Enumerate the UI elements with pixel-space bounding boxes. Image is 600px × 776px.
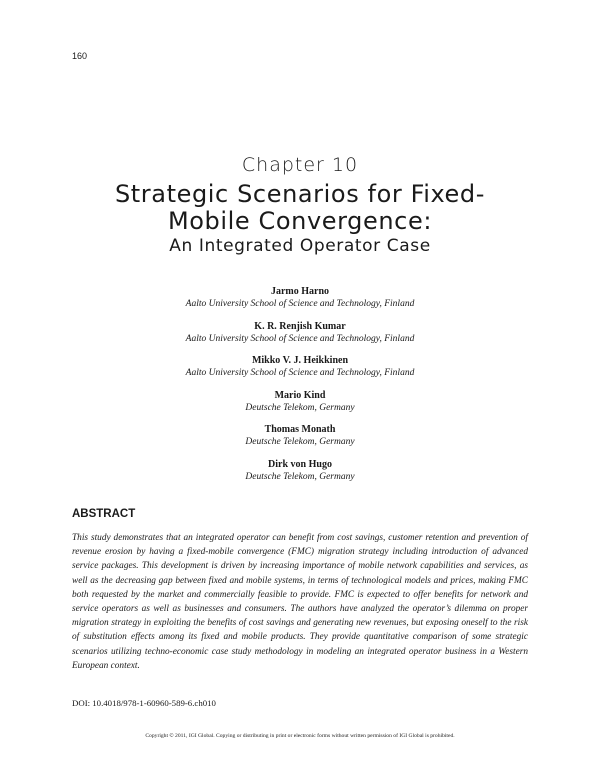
author-name: Mario Kind bbox=[274, 389, 326, 401]
author-affiliation: Aalto University School of Science and Technology, Finland bbox=[185, 299, 415, 309]
author-affiliation: Deutsche Telekom, Germany bbox=[245, 402, 355, 413]
title-line-2: Mobile Convergence: bbox=[167, 207, 433, 235]
author-entry bbox=[0, 424, 600, 448]
author-entry bbox=[0, 355, 600, 379]
author-entry bbox=[0, 286, 600, 310]
author-affiliation: Deutsche Telekom, Germany bbox=[245, 471, 355, 482]
author-affiliation: Aalto University School of Science and Technology, Finland bbox=[185, 333, 415, 344]
author-entry bbox=[0, 321, 600, 345]
title-line-1: Strategic Scenarios for Fixed- bbox=[114, 180, 486, 208]
chapter-title bbox=[0, 181, 600, 235]
author-name: Jarmo Harno bbox=[270, 286, 330, 297]
author-name: K. R. Renjish Kumar bbox=[254, 320, 346, 332]
author-entry bbox=[0, 459, 600, 483]
abstract-body: This study demonstrates that an integrated operator can benefit from cost savings, customer retention and prevention of revenue erosion by having a fixed-mobile convergence (FMC) migration strategy including introduction of advanced service packages. This development is driven by increasing importance of mobile network capabilities and services, as well as the decreasing gap between fixed and mobile systems, in terms of technological models and prices, making FMC both requested by the market and commercially feasible to provide. FMC is expected to offer benefits for network and service operators as well as businesses and consumers. The authors have analyzed the operator’s dilemma on proper migration strategy in exploiting the benefits of cost savings and generating new revenues, but exposing oneself to the risk of substitution effects among its fixed and mobile products. They provide quantitative comparison of some strategic scenarios utilizing techno-economic case study methodology in modeling an integrated operator business in a Western European context. bbox=[72, 533, 528, 671]
page-number: 160 bbox=[72, 51, 88, 61]
author-list bbox=[0, 286, 600, 493]
chapter-subtitle: An Integrated Operator Case bbox=[169, 236, 431, 256]
author-affiliation: Deutsche Telekom, Germany bbox=[245, 437, 355, 447]
chapter-label: Chapter 10 bbox=[241, 154, 359, 176]
author-name: Mikko V. J. Heikkinen bbox=[251, 355, 349, 366]
copyright-notice: Copyright © 2011, IGI Global. Copying or distributing in print or electronic forms without written permission of IGI Global is prohibited. bbox=[145, 733, 455, 739]
doi-line: DOI: 10.4018/978-1-60960-589-6.ch010 bbox=[72, 698, 216, 708]
author-name: Dirk von Hugo bbox=[268, 458, 332, 470]
abstract-heading: ABSTRACT bbox=[72, 508, 136, 520]
author-affiliation: Aalto University School of Science and Technology, Finland bbox=[185, 368, 415, 378]
author-name: Thomas Monath bbox=[264, 424, 336, 435]
author-entry bbox=[0, 390, 600, 414]
